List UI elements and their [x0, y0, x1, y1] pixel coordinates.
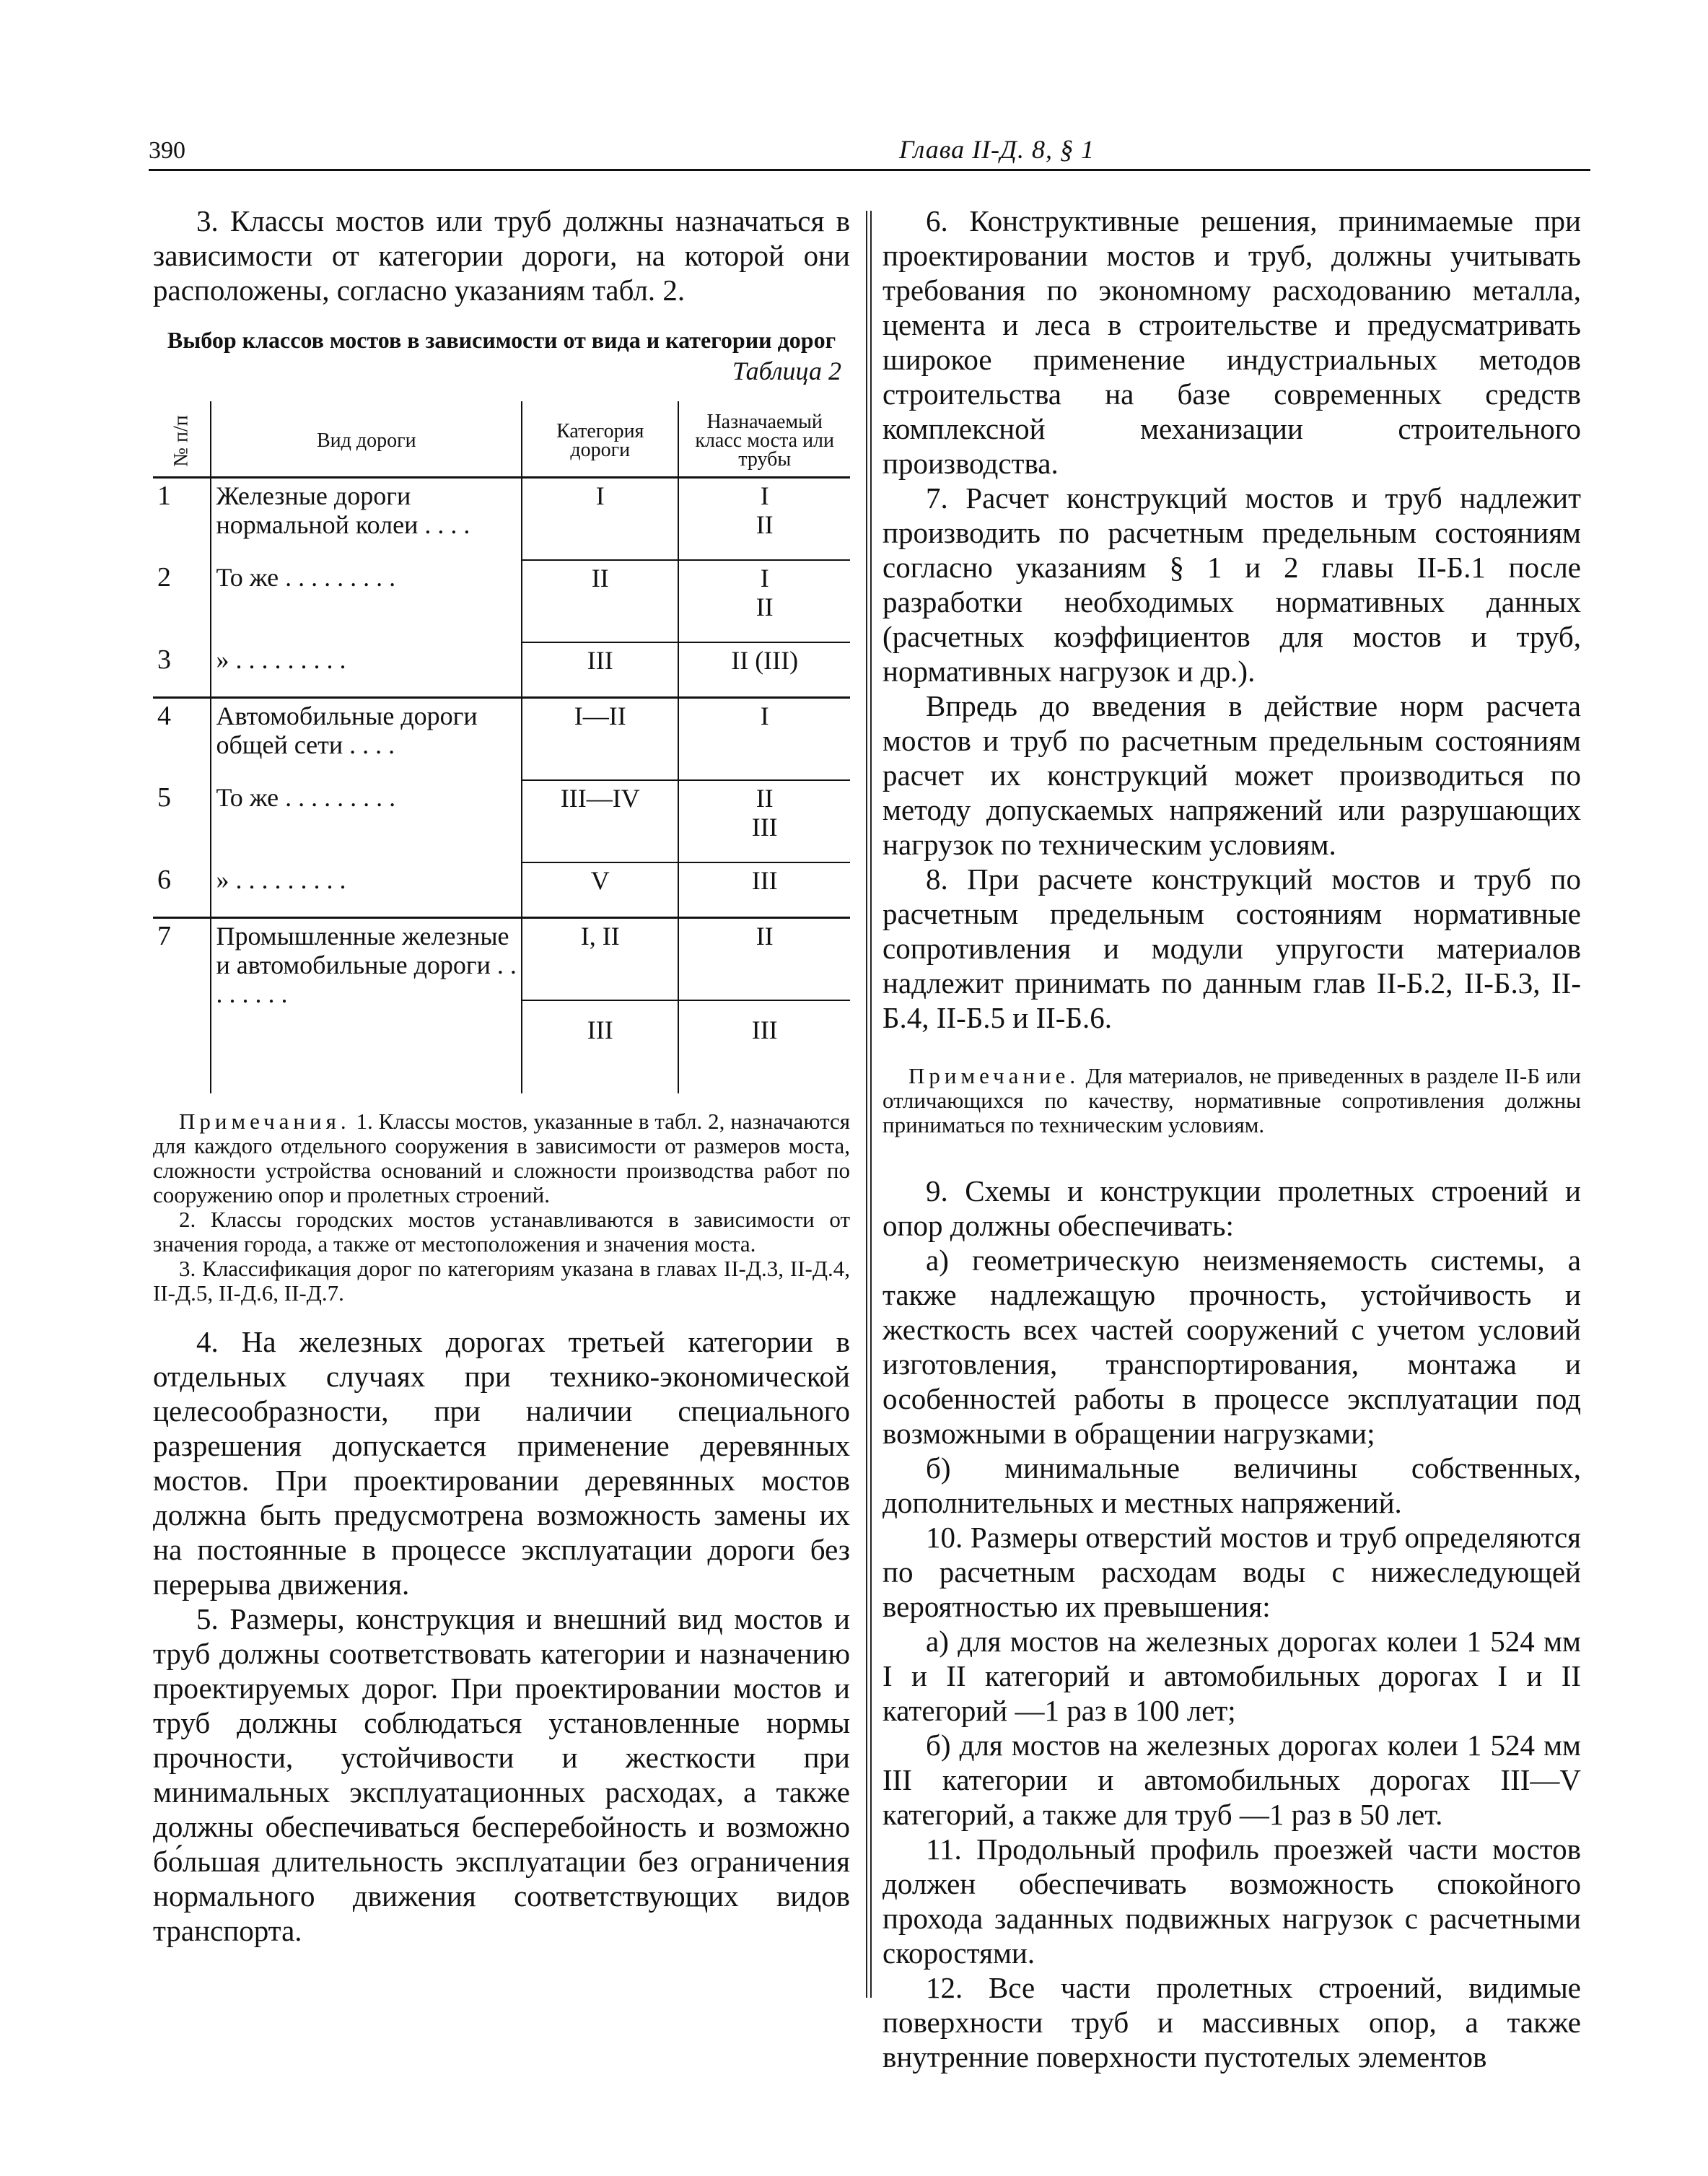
- paragraph-7b: Впредь до введения в действие норм расчета мостов и труб по расчетным предельным состояниям расчет их конструкций может производиться по методу допускаемых напряжений или разрушающих нагрузок по техническим условиям.: [883, 689, 1581, 861]
- paragraph-11: 11. Продольный профиль проезжей части мостов должен обеспечивать возможность спокойного прохода заданных подвижных нагрузок с расчетными скоростями.: [883, 1832, 1581, 1970]
- paragraph-7: 7. Расчет конструкций мостов и труб надлежит производить по расчетным предельным состояниям согласно указаниям § 1 и 2 главы II-Б.1 после разработки необходимых нормативных данных (расчетных коэффициентов для мостов и труб, нормативных нагрузок и др.).: [883, 481, 1581, 688]
- page-header: [149, 123, 1590, 171]
- table-number: Таблица 2: [732, 357, 841, 385]
- table-title: Выбор классов мостов в зависимости от вида и категории дорог: [167, 327, 836, 353]
- paragraph-10: 10. Размеры отверстий мостов и труб определяются по расчетным расходам воды с нижеследующей вероятностью их превышения:: [883, 1521, 1581, 1623]
- paragraph-9b: б) минимальные величины собственных, дополнительных и местных напряжений.: [883, 1451, 1581, 1519]
- paragraph-12: 12. Все части пролетных строений, видимые поверхности труб и массивных опор, а также внутренние поверхности пустотелых элементов: [883, 1971, 1581, 2074]
- header-num: № п/п: [153, 401, 211, 478]
- table-row: 6 » . . . . . . . . . V III: [153, 862, 850, 918]
- note-2: 2. Классы городских мостов устанавливаются в зависимости от значения города, а также от местоположения и значения моста.: [153, 1207, 850, 1257]
- table-header-row: [153, 401, 850, 478]
- note-3: 3. Классификация дорог по категориям указана в главах II-Д.3, II-Д.4, II-Д.5, II-Д.6, II-Д.7.: [153, 1256, 850, 1306]
- chapter-title: Глава II-Д. 8, § 1: [899, 135, 1095, 164]
- table-row: 7 Промышленные железные и автомобильные дороги . . . . . . . . I, II II: [153, 918, 850, 1001]
- table-row: 3 » . . . . . . . . . III II (III): [153, 642, 850, 698]
- paragraph-9: 9. Схемы и конструкции пролетных строений и опор должны обеспечивать:: [883, 1174, 1581, 1242]
- bridge-class-table: [153, 401, 850, 1093]
- header-road-type: Вид дороги: [211, 401, 522, 478]
- notes-label: Примечания.: [179, 1109, 351, 1134]
- paragraph-4: 4. На железных дорогах третьей категории в отдельных случаях при технико-экономической целесообразности, при наличии специального разрешения допускается применение деревянных мостов. При проектировании деревянных мостов должна быть предусмотрена возможность замены их на постоянные в процессе эксплуатации дороги без перерыва движения.: [153, 1325, 850, 1601]
- table-row: 1 Железные дороги нормальной колеи . . . . I I II: [153, 478, 850, 561]
- header-category: Категория дороги: [522, 401, 678, 478]
- note-block: [883, 1064, 1581, 1137]
- table-row: III III: [153, 1000, 850, 1093]
- column-divider: [866, 211, 872, 1998]
- paragraph-8: 8. При расчете конструкций мостов и труб по расчетным предельным состояниям нормативные сопротивления и модули упругости материалов надлежит принимать по данным глав II-Б.2, II-Б.3, II-Б.4, II-Б.5 и II-Б.6.: [883, 862, 1581, 1034]
- note-label: Примечание.: [908, 1063, 1080, 1088]
- note-1: 1. Классы мостов, указанные в табл. 2, назначаются для каждого отдельного сооружения в зависимости от размеров моста, сложности устройства оснований и сложности производства работ по сооружению опор и пролетных строений.: [153, 1109, 851, 1207]
- header-class: Назначаемый класс моста или трубы: [678, 401, 850, 478]
- paragraph-3: 3. Классы мостов или труб должны назначаться в зависимости от категории дороги, на которой они расположены, согласно указаниям табл. 2.: [153, 204, 850, 307]
- paragraph-5: 5. Размеры, конструкция и внешний вид мостов и труб должны соответствовать категории и назначению проектируемых дорог. При проектировании мостов и труб должны соблюдаться установленные нормы прочности, устойчивости и жесткости при минимальных эксплуатационных расходах, а также должны обеспечиваться бесперебойность и возможно бо́льшая длительность эксплуатации без ограничения нормального движения соответствующих видов транспорта.: [153, 1602, 850, 1947]
- paragraph-10a: а) для мостов на железных дорогах колеи 1 524 мм I и II категорий и автомобильных дорогах I и II категорий —1 раз в 100 лет;: [883, 1625, 1581, 1727]
- note-text: Для материалов, не приведенных в разделе II-Б или отличающихся по качеству, нормативные сопротивления должны приниматься по техническим условиям.: [883, 1063, 1581, 1137]
- paragraph-9a: а) геометрическую неизменяемость системы, а также надлежащую прочность, устойчивость и жесткость всех частей сооружений с учетом условий изготовления, транспортирования, монтажа и особенностей работы в процессе эксплуатации под возможными в обращении нагрузками;: [883, 1244, 1581, 1450]
- page-number: 390: [149, 137, 185, 164]
- right-column: [883, 204, 1581, 2074]
- paragraph-10b: б) для мостов на железных дорогах колеи 1 524 мм III категории и автомобильных дорогах III—V категорий, а также для труб —1 раз в 50 лет.: [883, 1729, 1581, 1831]
- table-notes: [153, 1109, 850, 1306]
- table-row: 2 То же . . . . . . . . . II I II: [153, 560, 850, 642]
- paragraph-6: 6. Конструктивные решения, принимаемые при проектировании мостов и труб, должны учитывать требования по экономному расходованию металла, цемента и леса в строительстве и предусматривать широкое применение индустриальных методов строительства на базе современных средств комплексной механизации строительного производства.: [883, 204, 1581, 480]
- table-row: 4 Автомобильные дороги общей сети . . . . I—II I: [153, 698, 850, 781]
- table-row: 5 То же . . . . . . . . . III—IV II III: [153, 780, 850, 862]
- left-column: [153, 204, 850, 1948]
